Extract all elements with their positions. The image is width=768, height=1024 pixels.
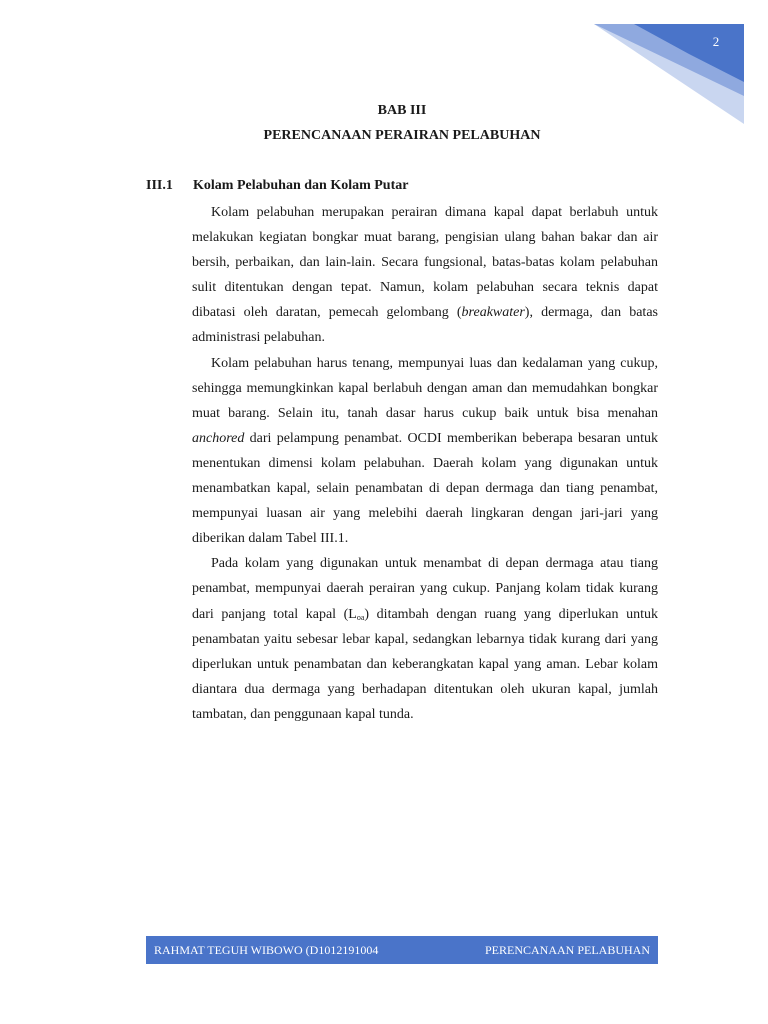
paragraph-2 [192, 351, 658, 552]
section-number: III.1 [146, 178, 173, 193]
paragraph-3 [192, 551, 658, 727]
paragraph-1 [192, 200, 658, 351]
body-text [192, 200, 658, 727]
chapter-label: BAB III [377, 103, 427, 118]
section-title: Kolam Pelabuhan dan Kolam Putar [193, 178, 409, 193]
page-number: 2 [712, 34, 720, 49]
paragraph-text: ) ditambah dengan ruang yang diperlukan untuk penambatan yaitu sebesar lebar kapal, sedangkan lebarnya tidak kurang dari yang diperlukan untuk penambatan dan keberangkatan kapal yang aman. Lebar kolam diantara dua dermaga yang berhadapan ditentukan oleh ukuran kapal, jumlah tambatan, dan penggunaan kapal tunda. [192, 606, 658, 722]
footer-author: RAHMAT TEGUH WIBOWO (D1012191004 [154, 942, 379, 957]
italic-term: breakwater [461, 305, 525, 321]
footer-title: PERENCANAAN PELABUHAN [484, 942, 650, 957]
paragraph-text: Kolam pelabuhan merupakan perairan dimana kapal dapat berlabuh untuk melakukan kegiatan bongkar muat barang, pengisian ulang bahan bakar dan air bersih, perbaikan, dan lain-lain. Secara fungsional, batas-batas kolam pelabuhan sulit ditentukan dengan tepat. Namun, kolam pelabuhan secara teknis dapat dibatasi oleh daratan, pemecah gelombang ( [192, 205, 658, 321]
paragraph-text: Kolam pelabuhan harus tenang, mempunyai luas dan kedalaman yang cukup, sehingga memungkinkan kapal berlabuh dengan aman dan memudahkan bongkar muat barang. Selain itu, tanah dasar harus cukup baik untuk bisa menahan [192, 355, 658, 421]
paragraph-text: Pada kolam yang digunakan untuk menambat di depan dermaga atau tiang penambat, mempunyai daerah perairan yang cukup. Panjang kolam tidak kurang dari panjang total kapal (L [192, 556, 658, 622]
footer-bar [146, 936, 658, 964]
paragraph-text: dari pelampung penambat. OCDI memberikan beberapa besaran untuk menentukan dimensi kolam pelabuhan. Daerah kolam yang digunakan untuk menambatkan kapal, selain penambatan di depan dermaga dan tiang penambat, mempunyai luasan air yang melebihi daerah lingkaran dengan jari-jari yang diberikan dalam Tabel III.1. [192, 430, 658, 547]
subscript: oa [356, 612, 365, 622]
section-heading [146, 178, 658, 194]
paragraph-text: ), dermaga, dan batas administrasi pelabuhan. [192, 305, 658, 346]
italic-term: anchored [192, 430, 245, 446]
chapter-title: PERENCANAAN PERAIRAN PELABUHAN [263, 128, 541, 143]
